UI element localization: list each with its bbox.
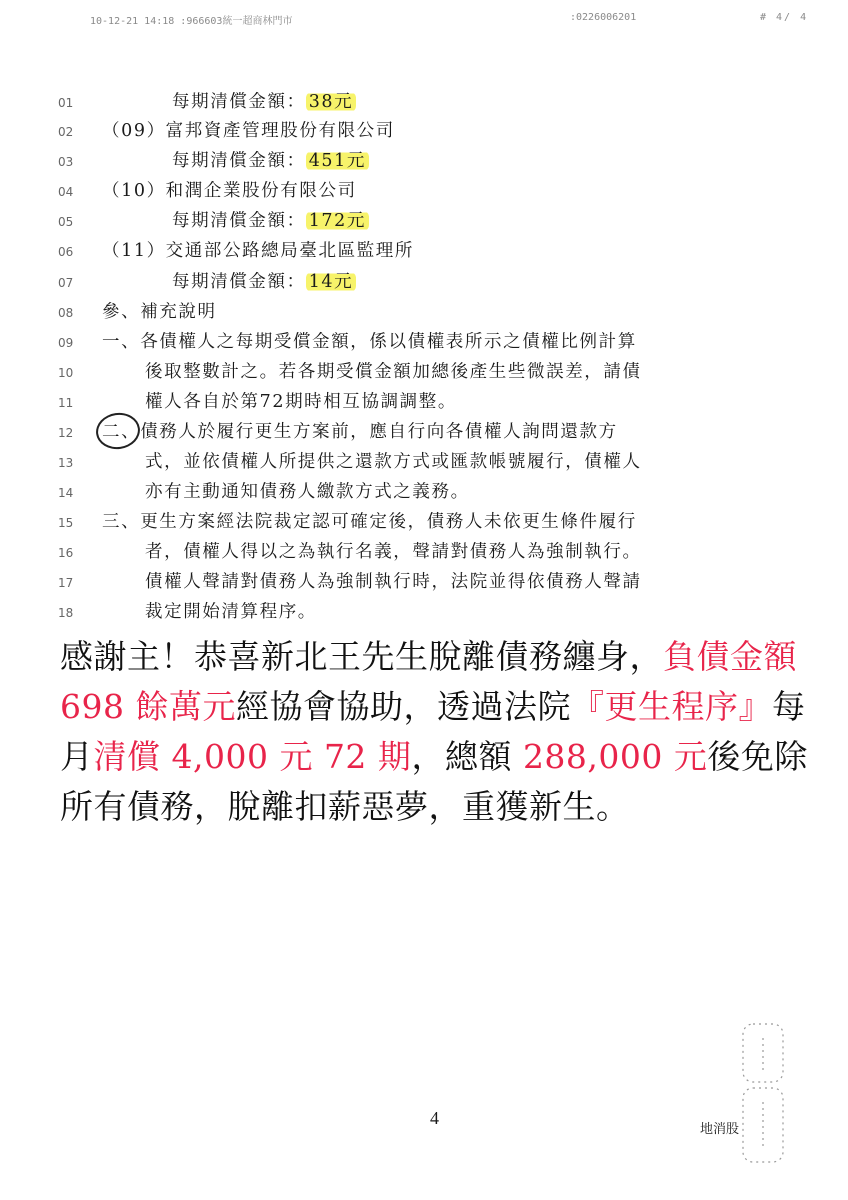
- line-number: 05: [58, 215, 74, 229]
- document-line: [0, 88, 848, 118]
- line-number: 11: [58, 396, 74, 410]
- line-text: 債權人聲請對債務人為強制執行時，法院並得依債務人聲請: [145, 572, 642, 592]
- line-number: 06: [58, 245, 74, 259]
- line-text: 每期清償金額： 172元: [172, 207, 369, 232]
- document-line: [0, 328, 848, 358]
- line-number: 02: [58, 125, 74, 139]
- document-line: [0, 448, 848, 478]
- line-number: 07: [58, 276, 74, 290]
- total-amount-highlight: 288,000 元: [522, 737, 708, 776]
- document-line: [0, 358, 848, 388]
- highlighted-amount: 38元: [306, 92, 357, 112]
- line-text: 二、債務人於履行更生方案前，應自行向各債權人詢問還款方: [102, 422, 618, 442]
- line-number: 18: [58, 606, 74, 620]
- highlighted-amount: 451元: [306, 151, 369, 171]
- line-number: 16: [58, 546, 74, 560]
- document-line: [0, 117, 848, 147]
- line-number: 03: [58, 155, 74, 169]
- line-text: 每期清償金額： 451元: [172, 147, 369, 172]
- document-line: [0, 568, 848, 598]
- document-line: [0, 598, 848, 628]
- line-number: 17: [58, 576, 74, 590]
- line-text: （11）交通部公路總局臺北區監理所: [102, 241, 414, 261]
- document-line: [0, 298, 848, 328]
- line-text: 後取整數計之。若各期受償金額加總後產生些微誤差，請債: [145, 362, 642, 382]
- section-heading: 參、補充說明: [102, 302, 217, 322]
- line-text: 三、更生方案經法院裁定認可確定後，債務人未依更生條件履行: [102, 512, 637, 532]
- document-line: [0, 268, 848, 298]
- line-text: 裁定開始清算程序。: [145, 602, 317, 622]
- document-line: [0, 147, 848, 177]
- dotted-seal-stamp: [735, 1018, 789, 1168]
- document-line: [0, 177, 848, 207]
- fax-header: [0, 10, 848, 30]
- highlighted-amount: 14元: [306, 272, 357, 292]
- fax-header-left: 10-12-21 14:18 :966603統一超商林門市: [90, 16, 293, 27]
- line-number: 10: [58, 366, 74, 380]
- debt-amount-highlight: 負債金額 698 餘萬元: [60, 637, 797, 726]
- line-number: 12: [58, 426, 74, 440]
- document-line: [0, 207, 848, 237]
- procedure-highlight: 『更生程序』: [570, 687, 772, 726]
- testimonial-caption: 感謝主！恭喜新北王先生脫離債務纏身，負債金額 698 餘萬元經協會協助，透過法院『更生程序』每月清償 4,000 元 72 期，總額 288,000 元後免除所有債務，脫離扣薪惡夢，重獲新生。: [60, 637, 808, 826]
- document-line: [0, 237, 848, 267]
- line-text: 每期清償金額： 14元: [172, 268, 356, 293]
- line-text: （09）富邦資產管理股份有限公司: [102, 121, 395, 141]
- line-number: 15: [58, 516, 74, 530]
- line-number: 09: [58, 336, 74, 350]
- fax-page-indicator: # 4/ 4: [760, 12, 809, 23]
- repayment-highlight: 清償 4,000 元 72 期: [93, 737, 412, 776]
- line-number: 01: [58, 96, 74, 110]
- line-number: 04: [58, 185, 74, 199]
- line-number: 14: [58, 486, 74, 500]
- document-line: [0, 508, 848, 538]
- line-text: 一、各債權人之每期受償金額，係以債權表所示之債權比例計算: [102, 332, 637, 352]
- document-line: [0, 538, 848, 568]
- highlighted-amount: 172元: [306, 211, 369, 231]
- stamp-label: 地消股: [700, 1122, 740, 1137]
- line-text: 者，債權人得以之為執行名義，聲請對債務人為強制執行。: [145, 542, 642, 562]
- document-line: [0, 478, 848, 508]
- page-number: 4: [430, 1108, 439, 1128]
- line-text: 每期清償金額： 38元: [172, 88, 356, 113]
- fax-header-number: :0226006201: [570, 12, 637, 23]
- line-text: 亦有主動通知債務人繳款方式之義務。: [145, 482, 470, 502]
- line-text: （10）和潤企業股份有限公司: [102, 181, 357, 201]
- line-text: 式，並依債權人所提供之還款方式或匯款帳號履行，債權人: [145, 452, 642, 472]
- line-text: 權人各自於第72期時相互協調調整。: [145, 392, 457, 412]
- line-number: 08: [58, 306, 74, 320]
- line-number: 13: [58, 456, 74, 470]
